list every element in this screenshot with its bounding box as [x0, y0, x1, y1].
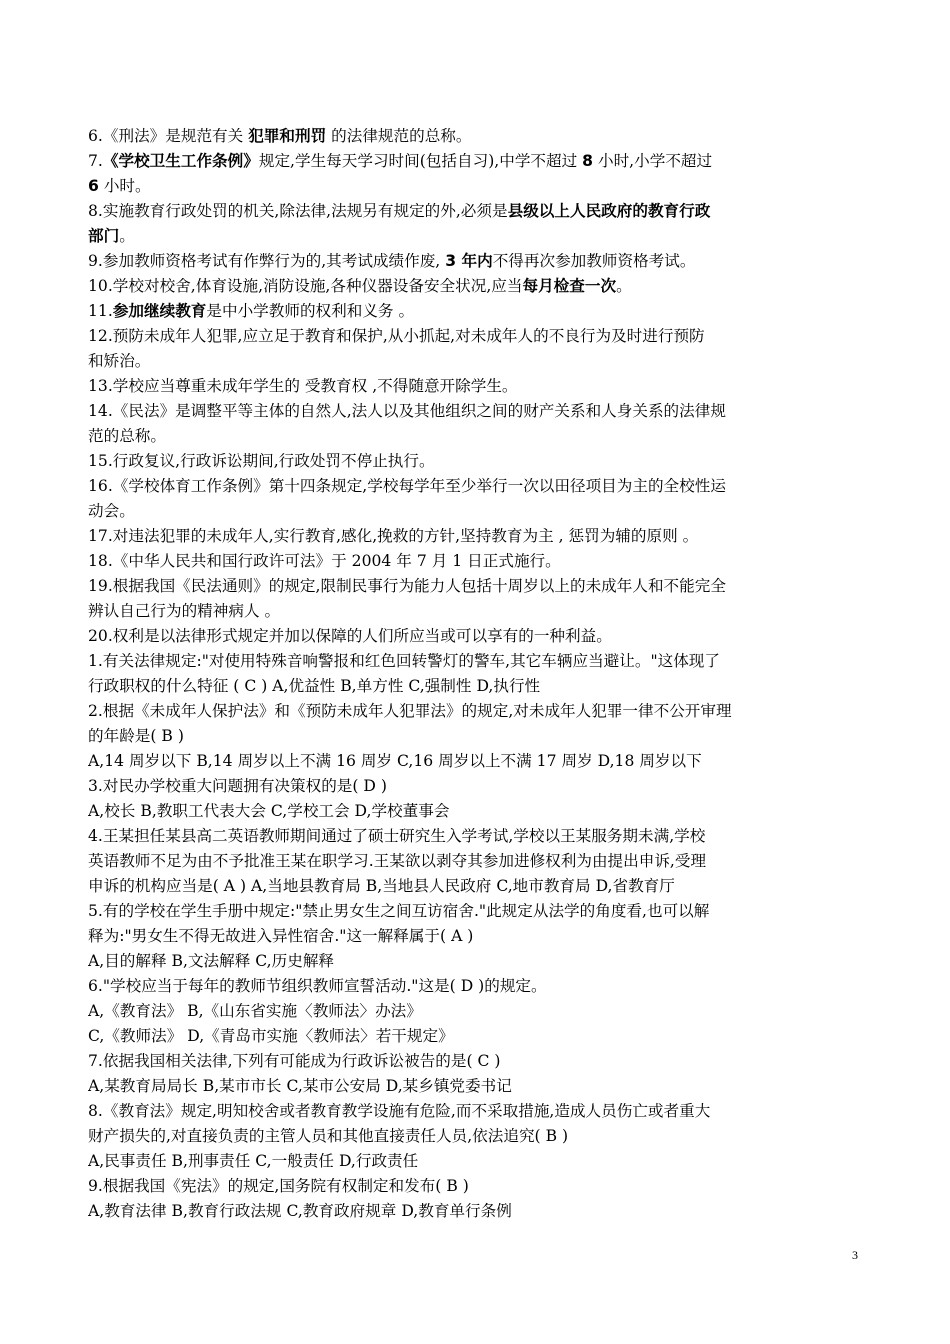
text-line — [88, 299, 864, 324]
text-run: 的法律规范的总称。 — [326, 127, 472, 145]
text-line — [88, 224, 864, 249]
text-line — [88, 1024, 864, 1049]
text-run: 。 — [119, 227, 135, 245]
text-line — [88, 274, 864, 299]
text-run: 的年龄是( B ) — [88, 727, 184, 745]
text-line — [88, 1049, 864, 1074]
text-run: 4.王某担任某县高二英语教师期间通过了硕士研究生入学考试,学校以王某服务期未满,学校 — [88, 827, 706, 845]
text-line — [88, 1149, 864, 1174]
text-run: A,某教育局局长 B,某市市长 C,某市公安局 D,某乡镇党委书记 — [88, 1077, 512, 1095]
text-line — [88, 574, 864, 599]
text-line — [88, 499, 864, 524]
text-run: 7.依据我国相关法律,下列有可能成为行政诉讼被告的是( C ) — [88, 1052, 501, 1070]
page-number: 3 — [852, 1248, 858, 1262]
text-run: 和矫治。 — [88, 352, 151, 370]
bold-text: 《学校卫生工作条例》 — [102, 152, 259, 170]
text-run: 13.学校应当尊重未成年学生的 受教育权 ,不得随意开除学生。 — [88, 377, 518, 395]
text-line — [88, 824, 864, 849]
text-line — [88, 599, 864, 624]
text-run: 行政职权的什么特征 ( C ) A,优益性 B,单方性 C,强制性 D,执行性 — [88, 677, 541, 695]
text-run: A,教育法律 B,教育行政法规 C,教育政府规章 D,教育单行条例 — [88, 1202, 512, 1220]
text-run: 5.有的学校在学生手册中规定:"禁止男女生之间互访宿舍."此规定从法学的角度看,也可以解 — [88, 902, 710, 920]
text-line — [88, 174, 864, 199]
text-line — [88, 1174, 864, 1199]
text-run: 7. — [88, 152, 103, 170]
text-run: 1.有关法律规定:"对使用特殊音响警报和红色回转警灯的警车,其它车辆应当避让。"这体现了 — [88, 652, 720, 670]
bold-text: 8 — [582, 152, 594, 170]
text-run: A,14 周岁以下 B,14 周岁以上不满 16 周岁 C,16 周岁以上不满 17 周岁 D,18 周岁以下 — [88, 752, 702, 770]
text-run: 16.《学校体育工作条例》第十四条规定,学校每学年至少举行一次以田径项目为主的全校性运 — [88, 477, 726, 495]
text-line — [88, 324, 864, 349]
text-line — [88, 649, 864, 674]
text-line — [88, 349, 864, 374]
text-line — [88, 874, 864, 899]
text-run: 19.根据我国《民法通则》的规定,限制民事行为能力人包括十周岁以上的未成年人和不能完全 — [88, 577, 726, 595]
text-line — [88, 624, 864, 649]
text-run: 是中小学教师的权利和义务 。 — [206, 302, 415, 320]
text-run: A,目的解释 B,文法解释 C,历史解释 — [88, 952, 335, 970]
text-run: 财产损失的,对直接负责的主管人员和其他直接责任人员,依法追究( B ) — [88, 1127, 569, 1145]
text-run: 9.参加教师资格考试有作弊行为的,其考试成绩作废, — [88, 252, 446, 270]
text-run: 辨认自己行为的精神病人 。 — [88, 602, 281, 620]
text-line — [88, 774, 864, 799]
text-run: 6."学校应当于每年的教师节组织教师宣誓活动."这是( D )的规定。 — [88, 977, 547, 995]
text-line — [88, 474, 864, 499]
text-line — [88, 399, 864, 424]
text-line — [88, 1124, 864, 1149]
text-run: 英语教师不足为由不予批准王某在职学习.王某欲以剥夺其参加进修权利为由提出申诉,受理 — [88, 852, 707, 870]
text-line — [88, 849, 864, 874]
text-line — [88, 999, 864, 1024]
text-line — [88, 549, 864, 574]
text-line — [88, 699, 864, 724]
text-run: 20.权利是以法律形式规定并加以保障的人们所应当或可以享有的一种利益。 — [88, 627, 612, 645]
text-run: A,《教育法》 B,《山东省实施〈教师法〉办法》 — [88, 1002, 422, 1020]
text-line — [88, 1099, 864, 1124]
text-run: 12.预防未成年人犯罪,应立足于教育和保护,从小抓起,对未成年人的不良行为及时进行预防 — [88, 327, 705, 345]
text-line — [88, 974, 864, 999]
bold-text: 部门 — [88, 227, 120, 245]
text-run: 6.《刑法》是规范有关 — [88, 127, 249, 145]
text-run: 15.行政复议,行政诉讼期间,行政处罚不停止执行。 — [88, 452, 435, 470]
text-line — [88, 524, 864, 549]
bold-text: 县级以上人民政府的教育行政 — [507, 202, 711, 220]
bold-text: 每月检查一次 — [522, 277, 617, 295]
bold-text: 参加继续教育 — [112, 302, 207, 320]
text-run: 动会。 — [88, 502, 135, 520]
text-run: 18.《中华人民共和国行政许可法》于 2004 年 7 月 1 日正式施行。 — [88, 552, 561, 570]
text-run: 17.对违法犯罪的未成年人,实行教育,感化,挽救的方针,坚持教育为主 , 惩罚为辅的原则 。 — [88, 527, 699, 545]
text-run: 3.对民办学校重大问题拥有决策权的是( D ) — [88, 777, 387, 795]
text-run: 释为:"男女生不得无故进入异性宿舍."这一解释属于( A ) — [88, 927, 474, 945]
text-run: 2.根据《未成年人保护法》和《预防未成年人犯罪法》的规定,对未成年人犯罪一律不公开审理 — [88, 702, 732, 720]
text-run: 规定,学生每天学习时间(包括自习),中学不超过 — [258, 152, 583, 170]
document-body — [88, 124, 864, 1224]
text-run: 8.实施教育行政处罚的机关,除法律,法规另有规定的外,必须是 — [88, 202, 508, 220]
text-line — [88, 674, 864, 699]
text-line — [88, 724, 864, 749]
text-line — [88, 249, 864, 274]
text-run: 不得再次参加教师资格考试。 — [492, 252, 696, 270]
text-run: 小时。 — [98, 177, 151, 195]
text-line — [88, 749, 864, 774]
text-run: C,《教师法》 D,《青岛市实施〈教师法〉若干规定》 — [88, 1027, 454, 1045]
bold-text: 犯罪和刑罚 — [248, 127, 327, 145]
text-run: 10.学校对校舍,体育设施,消防设施,各种仪器设备安全状况,应当 — [88, 277, 523, 295]
bold-text: 6 — [88, 177, 99, 195]
text-run: 8.《教育法》规定,明知校舍或者教育教学设施有危险,而不采取措施,造成人员伤亡或者重大 — [88, 1102, 711, 1120]
text-line — [88, 149, 864, 174]
text-line — [88, 124, 864, 149]
text-line — [88, 799, 864, 824]
text-line — [88, 449, 864, 474]
text-line — [88, 924, 864, 949]
text-line — [88, 899, 864, 924]
text-run: A,校长 B,教职工代表大会 C,学校工会 D,学校董事会 — [88, 802, 450, 820]
text-line — [88, 374, 864, 399]
text-line — [88, 949, 864, 974]
text-run: A,民事责任 B,刑事责任 C,一般责任 D,行政责任 — [88, 1152, 419, 1170]
text-run: 。 — [616, 277, 632, 295]
text-line — [88, 1199, 864, 1224]
text-line — [88, 1074, 864, 1099]
text-run: 范的总称。 — [88, 427, 166, 445]
text-run: 申诉的机构应当是( A ) A,当地县教育局 B,当地县人民政府 C,地市教育局 D,省教育厅 — [88, 877, 675, 895]
text-line — [88, 199, 864, 224]
text-run: 14.《民法》是调整平等主体的自然人,法人以及其他组织之间的财产关系和人身关系的法律规 — [88, 402, 726, 420]
text-run: 9.根据我国《宪法》的规定,国务院有权制定和发布( B ) — [88, 1177, 469, 1195]
text-run: 11. — [88, 302, 113, 320]
text-run: 小时,小学不超过 — [593, 152, 713, 170]
bold-text: 3 年内 — [445, 252, 493, 270]
text-line — [88, 424, 864, 449]
